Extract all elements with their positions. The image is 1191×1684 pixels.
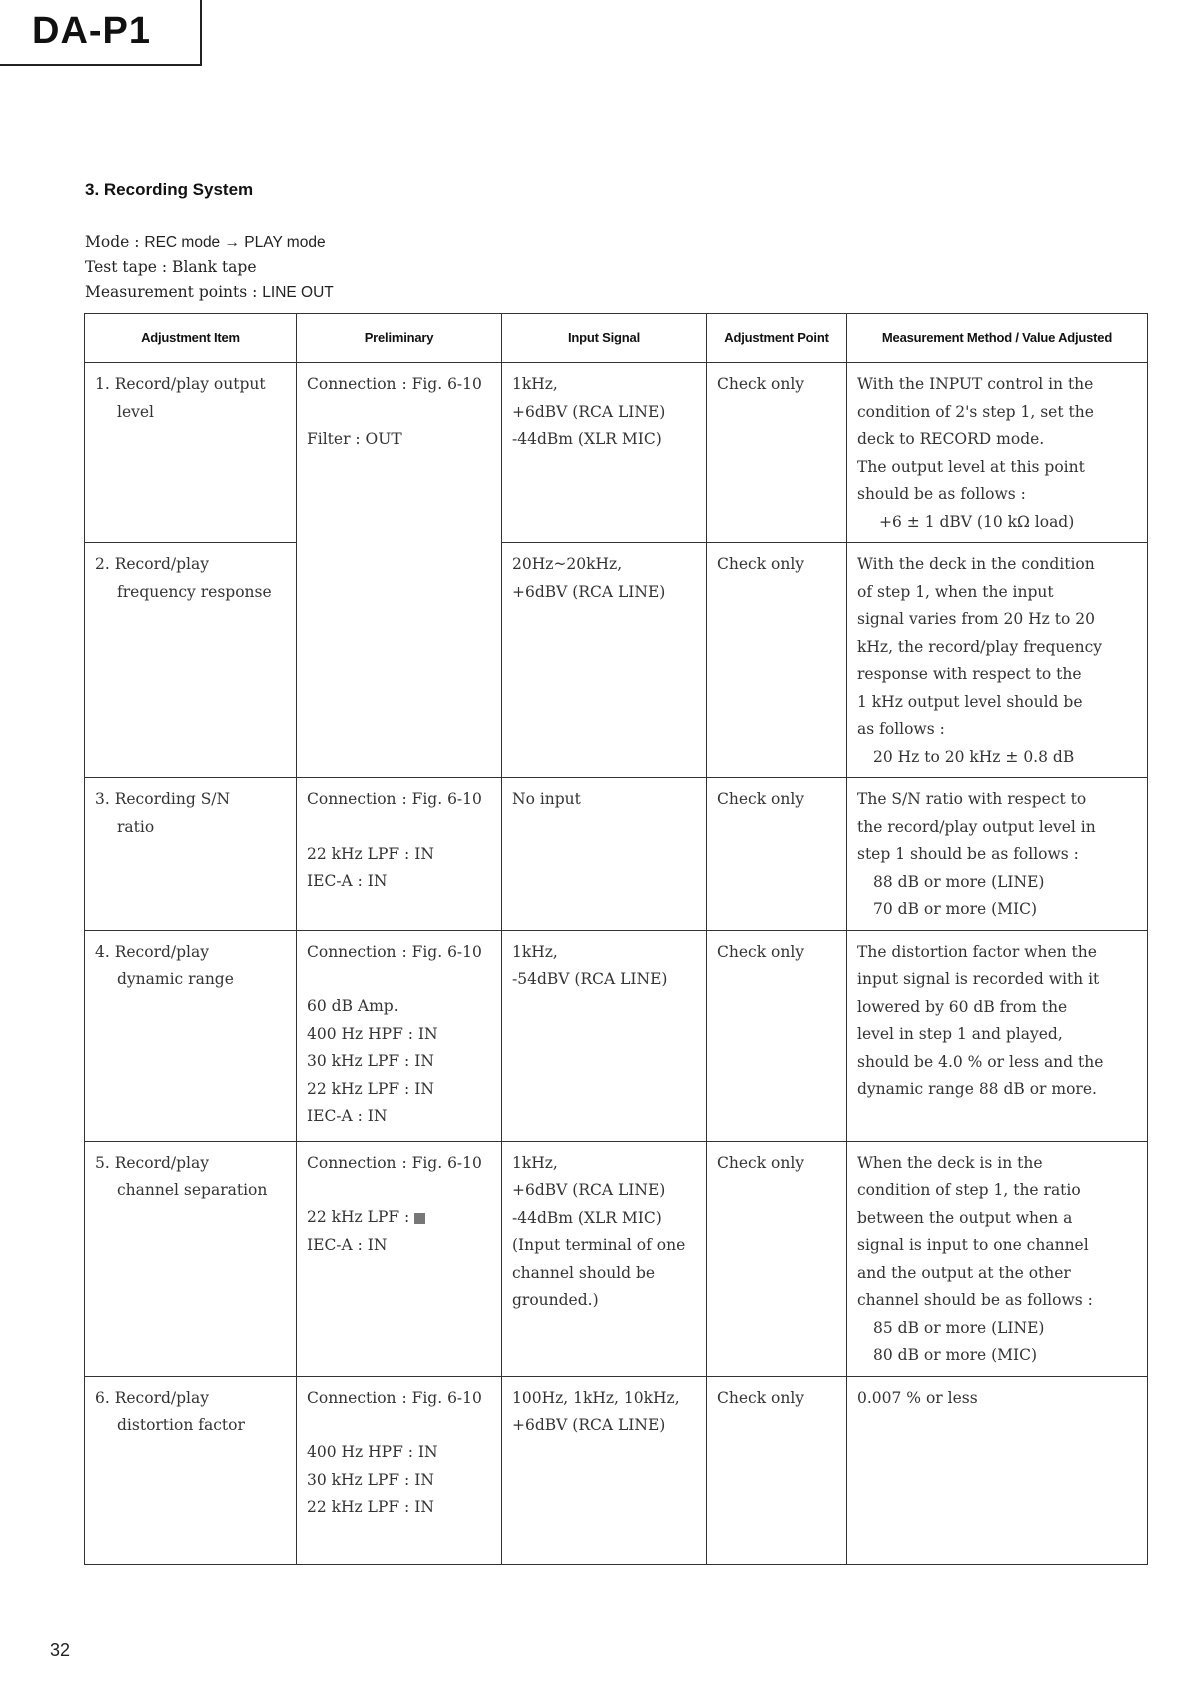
page-number: 32 — [50, 1640, 71, 1660]
adjustment-point-cell: Check only — [707, 543, 847, 778]
table-row — [85, 363, 1148, 543]
adjustment-item-cell: 2. Record/play frequency response — [85, 543, 297, 778]
measurement-method-cell: The S/N ratio with respect to the record/play output level in step 1 should be as follows : 88 dB or more (LINE) 70 dB or more (MIC) — [847, 778, 1148, 931]
table-row — [85, 1141, 1148, 1376]
table-row — [85, 930, 1148, 1141]
header-measurement-method: Measurement Method / Value Adjusted — [847, 314, 1148, 363]
preliminary-cell: Connection : Fig. 6-10 400 Hz HPF : IN 30 kHz LPF : IN 22 kHz LPF : IN — [297, 1376, 502, 1564]
input-signal-cell: 20Hz~20kHz, +6dBV (RCA LINE) — [502, 543, 707, 778]
measurement-method-cell: 0.007 % or less — [847, 1376, 1148, 1564]
measurement-method-cell: When the deck is in the condition of step 1, the ratio between the output when a signal is input to one channel and the output at the other channel should be as follows : 85 dB or more (LINE) 80 dB or more (MIC) — [847, 1141, 1148, 1376]
header-adjustment-item: Adjustment Item — [85, 314, 297, 363]
preliminary-cell: Connection : Fig. 6-10 22 kHz LPF : IEC-A : IN — [297, 1141, 502, 1376]
adjustment-point-cell: Check only — [707, 363, 847, 543]
header-preliminary: Preliminary — [297, 314, 502, 363]
table-row — [85, 543, 1148, 778]
adjustment-table — [84, 313, 1148, 1565]
model-tag — [0, 0, 202, 66]
adjustment-item-cell: 3. Recording S/N ratio — [85, 778, 297, 931]
table-row — [85, 778, 1148, 931]
section-title: 3. Recording System — [85, 180, 254, 199]
mode-line: Mode : REC mode → PLAY mode — [85, 233, 326, 251]
measurement-method-cell: With the INPUT control in the condition of 2's step 1, set the deck to RECORD mode. The output level at this point should be as follows : +6 ± 1 dBV (10 kΩ load) — [847, 363, 1148, 543]
model-name: DA-P1 — [32, 10, 152, 52]
preliminary-cell: Connection : Fig. 6-10 Filter : OUT — [297, 363, 502, 778]
adjustment-item-cell: 1. Record/play output level — [85, 363, 297, 543]
measurement-method-cell: The distortion factor when the input signal is recorded with it lowered by 60 dB from the level in step 1 and played, should be 4.0 % or less and the dynamic range 88 dB or more. — [847, 930, 1148, 1141]
table-row — [85, 1376, 1148, 1564]
measurement-method-cell: With the deck in the condition of step 1, when the input signal varies from 20 Hz to 20 kHz, the record/play frequency response with respect to the 1 kHz output level should be as follows : 20 Hz to 20 kHz ± 0.8 dB — [847, 543, 1148, 778]
adjustment-item-cell: 4. Record/play dynamic range — [85, 930, 297, 1141]
input-signal-cell: 1kHz, -54dBV (RCA LINE) — [502, 930, 707, 1141]
adjustment-point-cell: Check only — [707, 930, 847, 1141]
header-input-signal: Input Signal — [502, 314, 707, 363]
adjustment-item-cell: 6. Record/play distortion factor — [85, 1376, 297, 1564]
obscured-mark-icon — [414, 1213, 425, 1224]
preliminary-cell: Connection : Fig. 6-10 60 dB Amp. 400 Hz HPF : IN 30 kHz LPF : IN 22 kHz LPF : IN IEC-A : IN — [297, 930, 502, 1141]
input-signal-cell: No input — [502, 778, 707, 931]
input-signal-cell: 1kHz, +6dBV (RCA LINE) -44dBm (XLR MIC) (Input terminal of one channel should be grounded.) — [502, 1141, 707, 1376]
input-signal-cell: 100Hz, 1kHz, 10kHz, +6dBV (RCA LINE) — [502, 1376, 707, 1564]
input-signal-cell: 1kHz, +6dBV (RCA LINE) -44dBm (XLR MIC) — [502, 363, 707, 543]
preliminary-cell: Connection : Fig. 6-10 22 kHz LPF : IN IEC-A : IN — [297, 778, 502, 931]
header-adjustment-point: Adjustment Point — [707, 314, 847, 363]
adjustment-point-cell: Check only — [707, 1376, 847, 1564]
test-conditions — [85, 230, 334, 305]
adjustment-item-cell: 5. Record/play channel separation — [85, 1141, 297, 1376]
table-header-row — [85, 314, 1148, 363]
measurement-points-line: Measurement points : LINE OUT — [85, 283, 334, 301]
adjustment-point-cell: Check only — [707, 1141, 847, 1376]
adjustment-point-cell: Check only — [707, 778, 847, 931]
test-tape-line: Test tape : Blank tape — [85, 258, 257, 276]
